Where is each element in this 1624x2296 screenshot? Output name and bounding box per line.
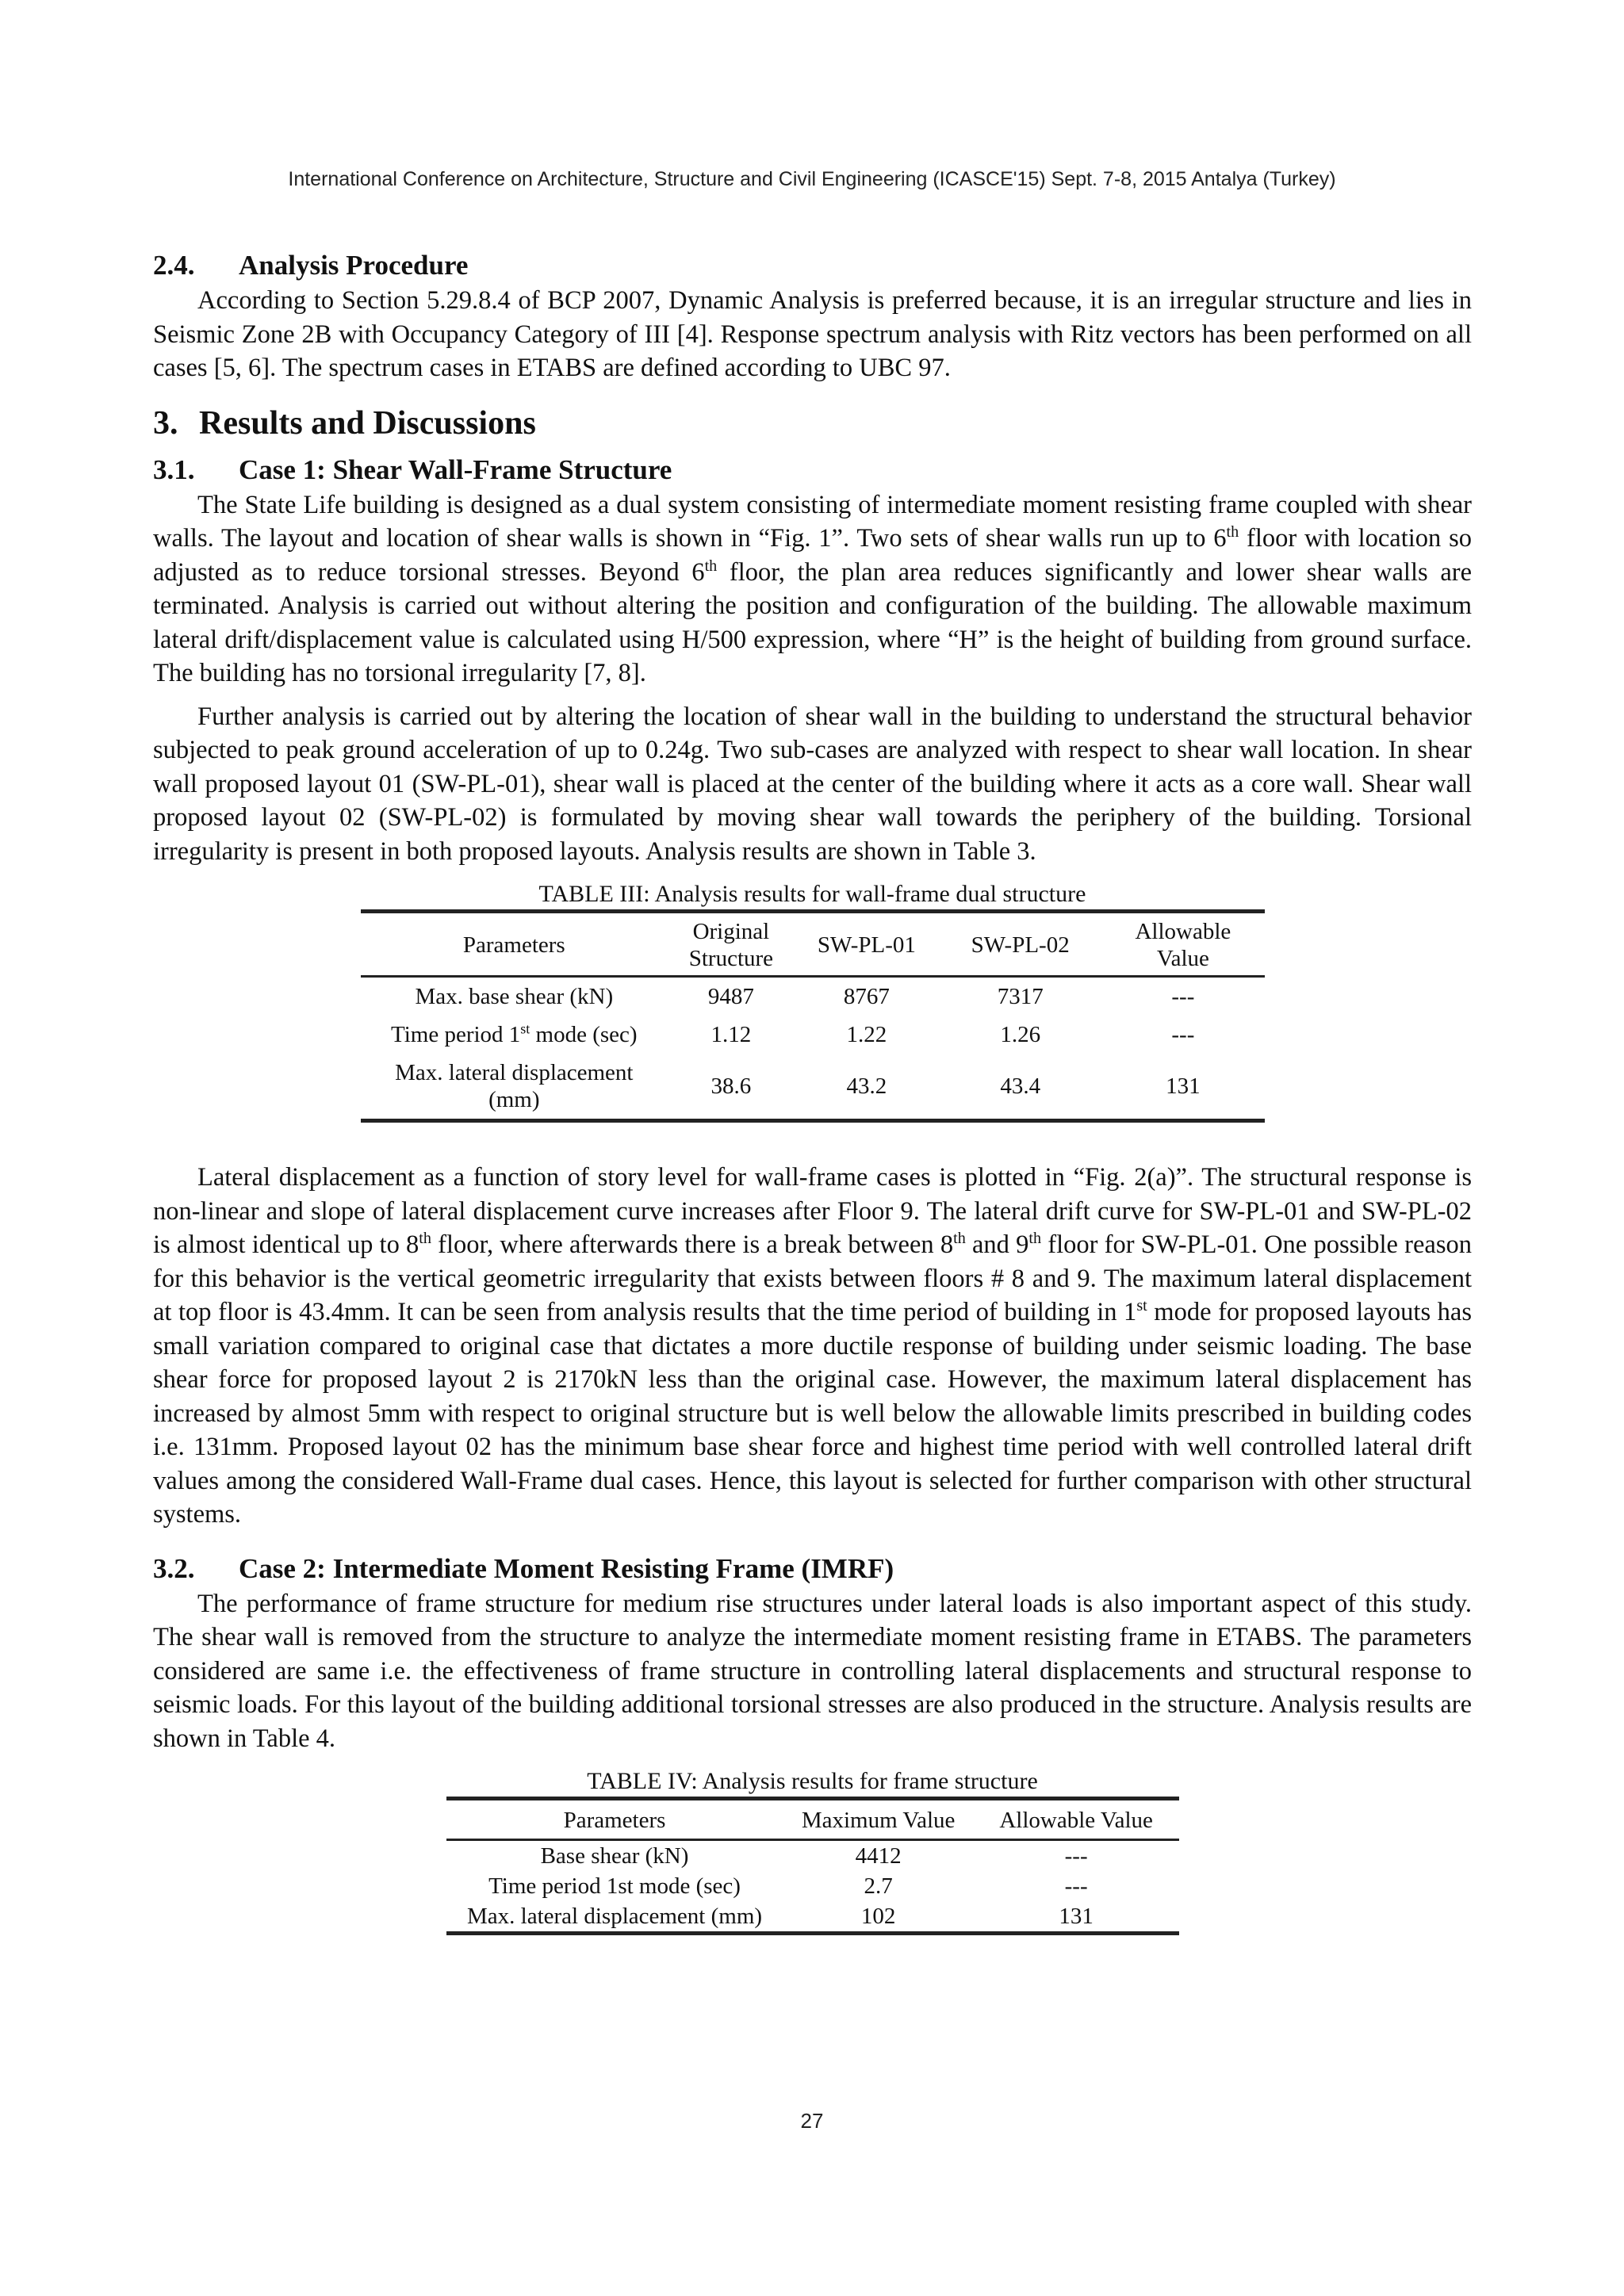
section-3-1-paragraph-2: Further analysis is carried out by altering the location of shear wall in the building to understand the structural behavior subjected to peak ground acceleration of up to 0.24g. Two sub-cases are analyzed with respect to shear wall location. In shear wall proposed layout 01 (SW-PL-01), shear wall is placed at the center of the building where it acts as a core wall. Shear wall proposed layout 02 (SW-PL-02) is formulated by moving shear wall towards the periphery of the building. Torsional irregularity is present in both proposed layouts. Analysis results are shown in Table 3. bbox=[153, 702, 1472, 866]
text-run: The State Life building is designed as a dual system consisting of intermediate moment resisting frame coupled with shear walls. The layout and location of shear walls is shown in “Fig. 1”. Two sets of shear walls run up to 6 bbox=[153, 490, 1472, 553]
table-header-row bbox=[361, 912, 1265, 977]
section-3-1-paragraph-3 bbox=[153, 1161, 1472, 1532]
column-header: SW-PL-01 bbox=[817, 932, 916, 958]
column-header: Original Structure bbox=[688, 919, 774, 971]
section-title: Case 2: Intermediate Moment Resisting Frame (IMRF) bbox=[239, 1552, 894, 1584]
conference-header: International Conference on Architecture, Structure and Civil Engineering (ICASCE'15) Sept. 7-8, 2015 Antalya (Turkey) bbox=[288, 168, 1336, 190]
text-run: floor, the plan area reduces significantly and lower shear walls are terminated. Analysis is carried out without altering the position and configuration of the building. The allowable maximum lateral drift/displacement value is calculated using H/500 expression, where “H” is the height of building from ground surface. The building has no torsional irregularity [7, 8]. bbox=[153, 557, 1472, 687]
section-number: 2.4. bbox=[153, 250, 195, 281]
table-row bbox=[361, 1016, 1265, 1054]
page-number: 27 bbox=[800, 2109, 824, 2133]
text-run: Lateral displacement as a function of story level for wall-frame cases is plotted in “Fig. 2(a)”. The structural response is non-linear and slope of lateral displacement curve increases after Floor 9. The lateral drift curve for SW-PL-01 and SW-PL-02 is almost identical up to 8 bbox=[153, 1163, 1472, 1259]
superscript: th bbox=[704, 557, 718, 575]
column-header: Parameters bbox=[563, 1808, 666, 1833]
section-2-4-heading bbox=[153, 247, 1472, 284]
text-run: and 9 bbox=[965, 1230, 1029, 1259]
superscript: th bbox=[419, 1230, 431, 1248]
table-cell: 43.4 bbox=[1000, 1073, 1041, 1099]
table-row bbox=[446, 1840, 1179, 1872]
table-cell: 8767 bbox=[843, 984, 890, 1009]
table-row bbox=[361, 977, 1265, 1016]
table-4-caption: TABLE IV: Analysis results for frame structure bbox=[587, 1768, 1038, 1794]
superscript: st bbox=[1136, 1297, 1147, 1315]
column-header: Allowable Value bbox=[999, 1808, 1153, 1833]
table-cell: Time period 1st mode (sec) bbox=[488, 1873, 741, 1899]
section-title: Results and Discussions bbox=[199, 404, 536, 442]
table-cell: 1.12 bbox=[710, 1022, 752, 1047]
table-3-caption: TABLE III: Analysis results for wall-frame dual structure bbox=[538, 881, 1086, 907]
text-run: mode (sec) bbox=[530, 1022, 638, 1047]
table-cell: 1.26 bbox=[1000, 1022, 1041, 1047]
table-cell: 1.22 bbox=[846, 1022, 887, 1047]
table-cell: 7317 bbox=[997, 984, 1044, 1009]
section-3-1-heading bbox=[153, 452, 1472, 488]
column-header: Allowable Value bbox=[1135, 919, 1231, 971]
superscript: st bbox=[520, 1020, 530, 1037]
table-cell: 2.7 bbox=[864, 1873, 893, 1899]
section-title: Analysis Procedure bbox=[239, 250, 469, 281]
section-number: 3.1. bbox=[153, 453, 195, 485]
superscript: th bbox=[1226, 523, 1239, 541]
section-3-2-paragraph: The performance of frame structure for medium rise structures under lateral loads is also important aspect of this study. The shear wall is removed from the structure to analyze the intermediate moment resisting frame in ETABS. The parameters considered are same i.e. the effectiveness of frame structure in controlling lateral displacements and structural response to seismic loads. For this layout of the building additional torsional stresses are also produced in the structure. Analysis results are shown in Table 4. bbox=[153, 1589, 1472, 1753]
section-3-heading bbox=[153, 403, 1472, 444]
table-cell: Max. lateral displacement (mm) bbox=[395, 1060, 634, 1112]
text-run: floor for SW-PL-01. One possible reason for this behavior is the vertical geometric irregularity that exists between floors # 8 and 9. The maximum lateral displacement at top floor is 43.4mm. It can be seen from analysis results that the time period of building in 1 bbox=[153, 1230, 1472, 1326]
section-number: 3. bbox=[153, 404, 178, 442]
table-cell: --- bbox=[1064, 1873, 1088, 1899]
table-cell: Max. lateral displacement (mm) bbox=[467, 1904, 763, 1929]
table-cell: 131 bbox=[1059, 1904, 1094, 1929]
column-header: Parameters bbox=[462, 932, 565, 958]
superscript: th bbox=[953, 1230, 966, 1248]
table-cell: Base shear (kN) bbox=[540, 1843, 689, 1869]
table-header-row bbox=[446, 1799, 1179, 1840]
table-cell: 131 bbox=[1166, 1073, 1201, 1099]
text-run: Time period 1 bbox=[391, 1022, 521, 1047]
section-3-2-heading bbox=[153, 1551, 1472, 1587]
table-cell: --- bbox=[1171, 1022, 1195, 1047]
table-row bbox=[446, 1901, 1179, 1934]
table-cell: 9487 bbox=[707, 984, 754, 1009]
column-header: Maximum Value bbox=[801, 1808, 956, 1833]
table-cell: 102 bbox=[860, 1904, 896, 1929]
table-4 bbox=[446, 1797, 1179, 1935]
text-run: floor with location so adjusted as to reduce torsional stresses. Beyond 6 bbox=[153, 524, 1472, 587]
text-run: floor, where afterwards there is a break between 8 bbox=[431, 1230, 954, 1259]
section-3-1-paragraph-1 bbox=[153, 488, 1472, 691]
table-row bbox=[446, 1871, 1179, 1901]
table-3 bbox=[361, 909, 1265, 1123]
section-title: Case 1: Shear Wall-Frame Structure bbox=[239, 453, 672, 485]
superscript: th bbox=[1028, 1230, 1042, 1248]
table-cell bbox=[361, 1016, 668, 1054]
page-content bbox=[153, 247, 1472, 1935]
table-cell: 43.2 bbox=[846, 1073, 887, 1099]
table-row bbox=[361, 1054, 1265, 1121]
section-number: 3.2. bbox=[153, 1552, 195, 1584]
table-cell: 4412 bbox=[855, 1843, 902, 1869]
table-cell: --- bbox=[1171, 984, 1195, 1009]
table-cell: 38.6 bbox=[710, 1073, 752, 1099]
table-cell: --- bbox=[1064, 1843, 1088, 1869]
text-run: mode for proposed layouts has small variation compared to original case that dictates a more ductile response of building under seismic loading. The base shear force for proposed layout 2 is 2170kN less than the original case. However, the maximum lateral displacement has increased by almost 5mm with respect to original structure but is well below the allowable limits prescribed in building codes i.e. 131mm. Proposed layout 02 has the minimum base shear force and highest time period with well controlled lateral drift values among the considered Wall-Frame dual cases. Hence, this layout is selected for further comparison with other structural systems. bbox=[153, 1298, 1472, 1529]
column-header: SW-PL-02 bbox=[971, 932, 1070, 958]
table-cell: Max. base shear (kN) bbox=[415, 984, 614, 1009]
section-2-4-paragraph: According to Section 5.29.8.4 of BCP 2007, Dynamic Analysis is preferred because, it is an irregular structure and lies in Seismic Zone 2B with Occupancy Category of III [4]. Response spectrum analysis with Ritz vectors has been performed on all cases [5, 6]. The spectrum cases in ETABS are defined according to UBC 97. bbox=[153, 286, 1472, 382]
